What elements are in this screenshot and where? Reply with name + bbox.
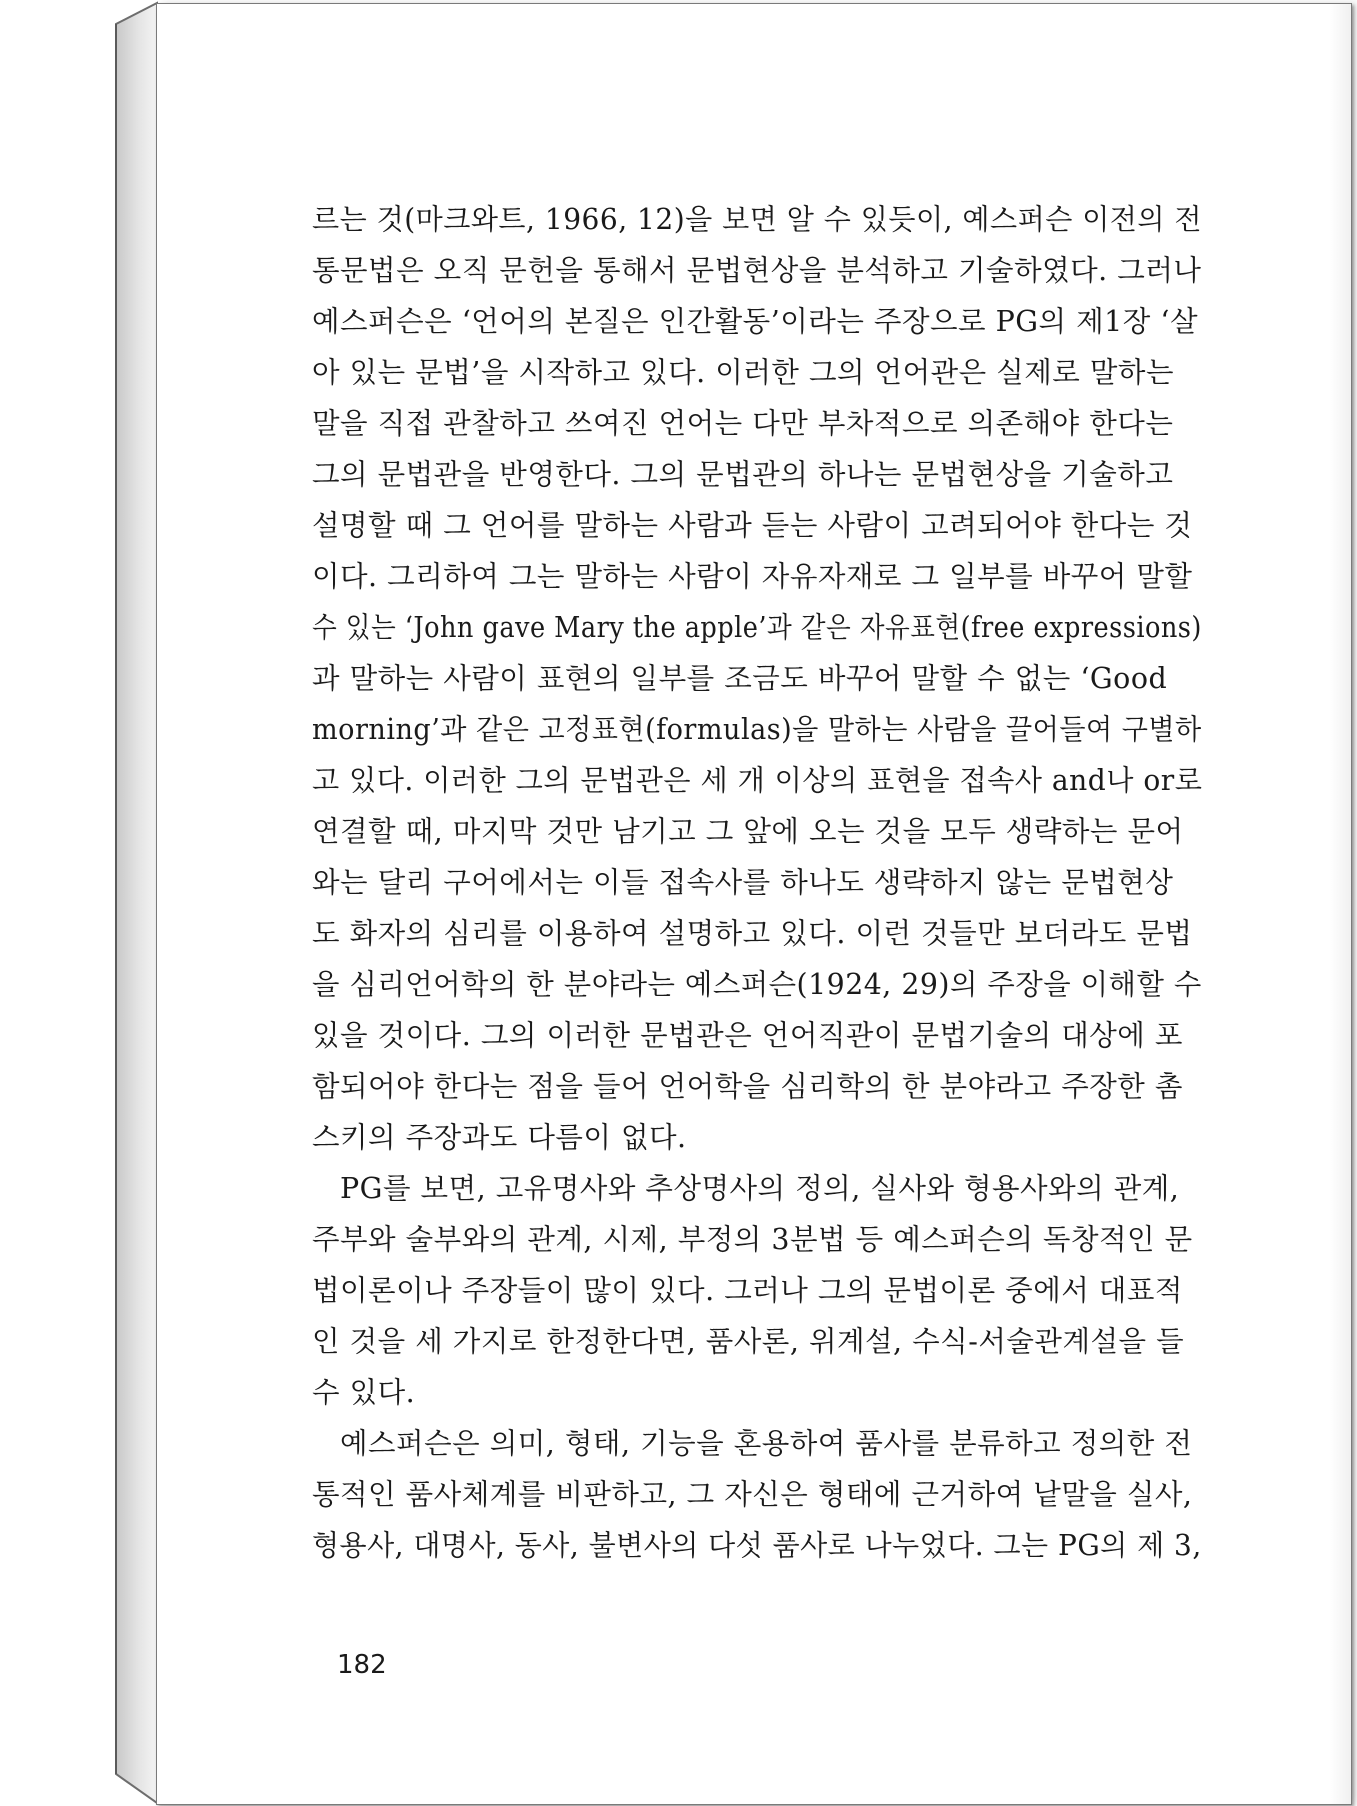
text-line: 고 있다. 이러한 그의 문법관은 세 개 이상의 표현을 접속사 and나 or로	[312, 764, 1203, 797]
book-page	[156, 3, 1352, 1805]
text-line: 통문법은 오직 문헌을 통해서 문법현상을 분석하고 기술하였다. 그러나	[312, 254, 1202, 287]
paragraph-3	[312, 1418, 1202, 1571]
text-line: 주부와 술부와의 관계, 시제, 부정의 3분법 등 예스퍼슨의 독창적인 문	[312, 1223, 1193, 1256]
book-spine	[0, 0, 160, 1806]
text-line: 예스퍼슨은 ‘언어의 본질은 인간활동’이라는 주장으로 PG의 제1장 ‘살	[312, 305, 1198, 338]
text-line: 말을 직접 관찰하고 쓰여진 언어는 다만 부차적으로 의존해야 한다는	[312, 407, 1174, 440]
page-edge-shade	[1329, 4, 1351, 1804]
page-body-text	[312, 194, 1202, 1571]
text-line: PG를 보면, 고유명사와 추상명사의 정의, 실사와 형용사와의 관계,	[340, 1172, 1180, 1205]
text-line: 예스퍼슨은 의미, 형태, 기능을 혼용하여 품사를 분류하고 정의한 전	[340, 1427, 1193, 1460]
text-line: morning’과 같은 고정표현(formulas)을 말하는 사람을 끌어들여 구별하	[312, 713, 1202, 746]
text-line: 와는 달리 구어에서는 이들 접속사를 하나도 생략하지 않는 문법현상	[312, 866, 1174, 899]
text-line: 있을 것이다. 그의 이러한 문법관은 언어직관이 문법기술의 대상에 포	[312, 1019, 1183, 1052]
text-line: 아 있는 문법’을 시작하고 있다. 이러한 그의 언어관은 실제로 말하는	[312, 356, 1174, 389]
text-line: 함되어야 한다는 점을 들어 언어학을 심리학의 한 분야라고 주장한 촘	[312, 1070, 1183, 1103]
text-line: 연결할 때, 마지막 것만 남기고 그 앞에 오는 것을 모두 생략하는 문어	[312, 815, 1184, 848]
text-line: 르는 것(마크와트, 1966, 12)을 보면 알 수 있듯이, 예스퍼슨 이전의 전	[312, 203, 1203, 236]
text-line: 수 있다.	[312, 1376, 416, 1409]
text-line: 설명할 때 그 언어를 말하는 사람과 듣는 사람이 고려되어야 한다는 것	[312, 509, 1193, 542]
page-number: 182	[337, 1650, 387, 1680]
text-line: 법이론이나 주장들이 많이 있다. 그러나 그의 문법이론 중에서 대표적	[312, 1274, 1183, 1307]
text-line: 수 있는 ‘John gave Mary the apple’과 같은 자유표현(free expressions)	[312, 611, 1202, 644]
text-line: 스키의 주장과도 다름이 없다.	[312, 1121, 687, 1154]
paragraph-1	[312, 194, 1202, 1163]
text-line: 과 말하는 사람이 표현의 일부를 조금도 바꾸어 말할 수 없는 ‘Good	[312, 662, 1168, 695]
text-line: 이다. 그리하여 그는 말하는 사람이 자유자재로 그 일부를 바꾸어 말할	[312, 560, 1193, 593]
text-line: 도 화자의 심리를 이용하여 설명하고 있다. 이런 것들만 보더라도 문법	[312, 917, 1193, 950]
text-line: 그의 문법관을 반영한다. 그의 문법관의 하나는 문법현상을 기술하고	[312, 458, 1174, 491]
text-line: 통적인 품사체계를 비판하고, 그 자신은 형태에 근거하여 낱말을 실사,	[312, 1478, 1193, 1511]
paragraph-2	[312, 1163, 1202, 1418]
text-line: 을 심리언어학의 한 분야라는 예스퍼슨(1924, 29)의 주장을 이해할 수	[312, 968, 1202, 1001]
text-line: 인 것을 세 가지로 한정한다면, 품사론, 위계설, 수식-서술관계설을 들	[312, 1325, 1185, 1358]
text-line: 형용사, 대명사, 동사, 불변사의 다섯 품사로 나누었다. 그는 PG의 제 3,	[312, 1529, 1202, 1562]
